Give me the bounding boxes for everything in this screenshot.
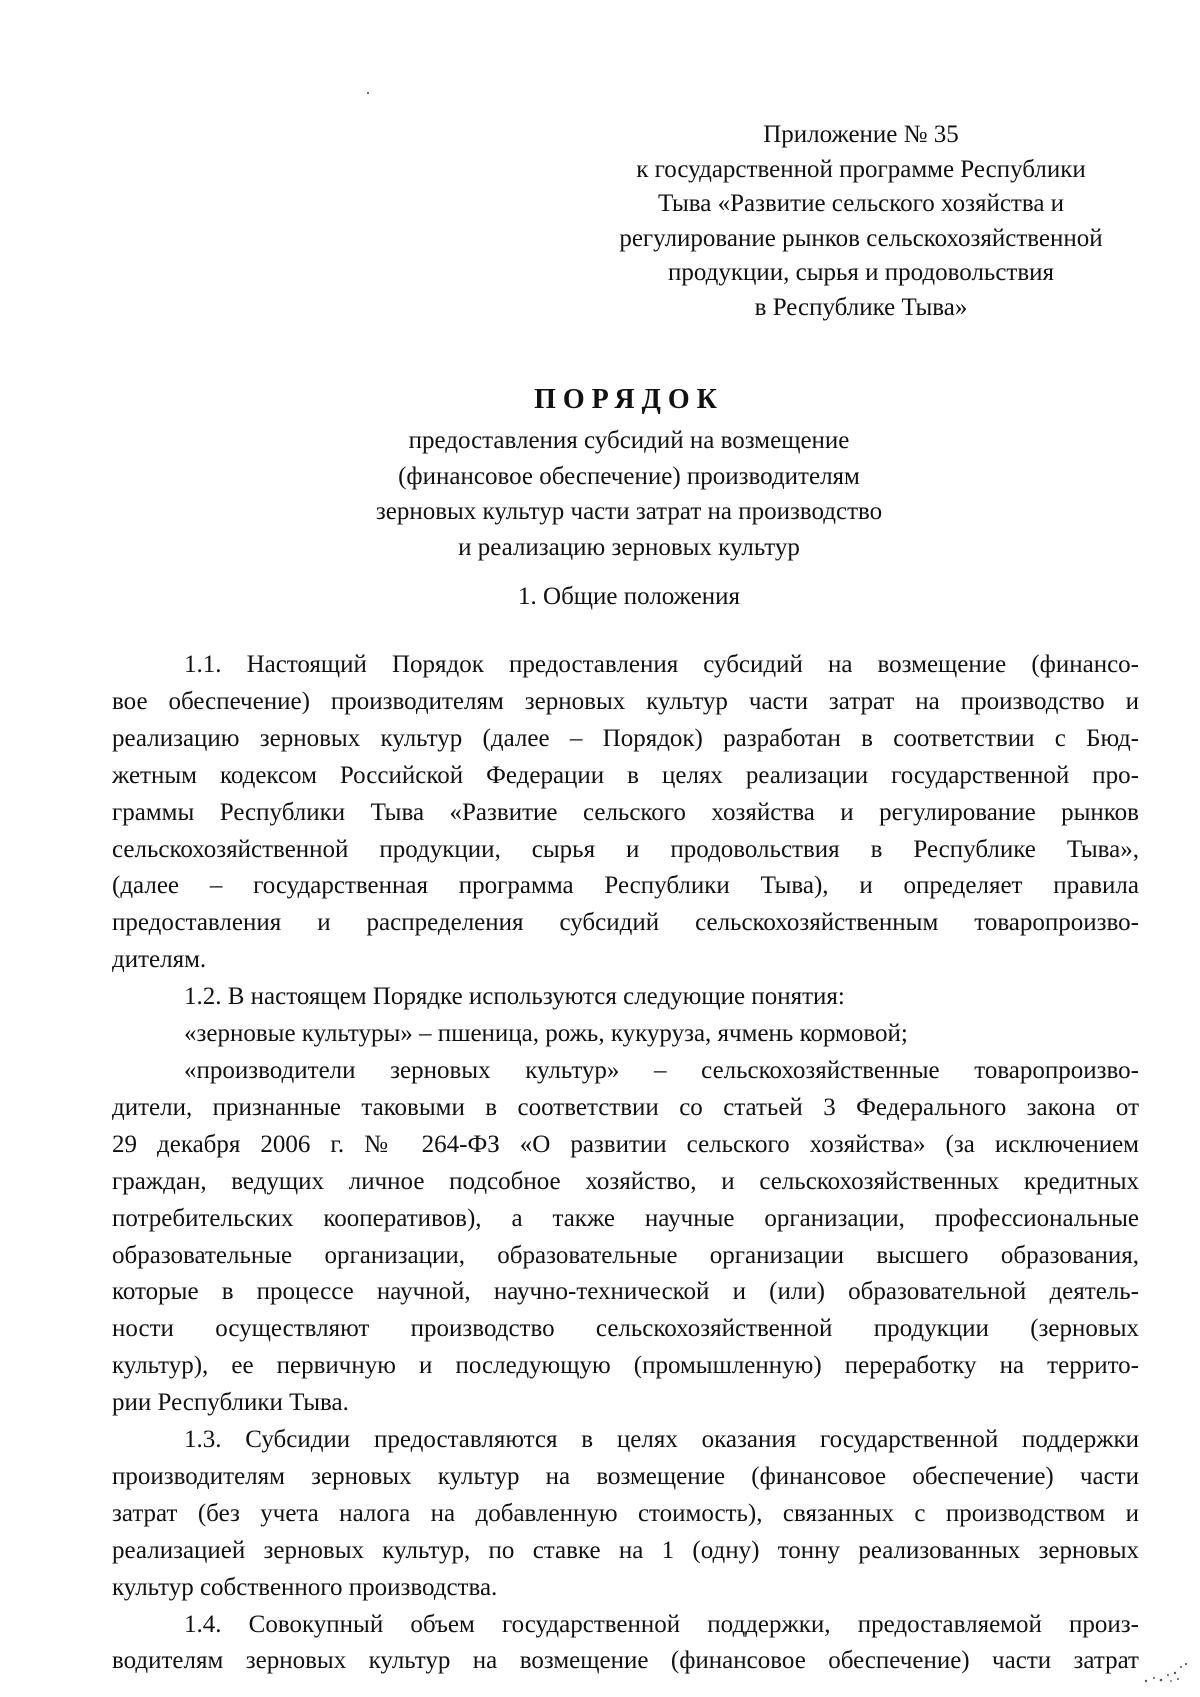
annex-line: продукции, сырья и продовольствия: [667, 259, 1055, 287]
body-line: водителям зерновых культур на возмещение (финансовое обеспечение) части затрат: [112, 1647, 1139, 1675]
body-line: образовательные организации, образовательные организации высшего образования,: [112, 1241, 1139, 1269]
body-line: 1.2. В настоящем Порядке используются следующие понятия:: [184, 983, 845, 1011]
body-line: культур собственного производства.: [112, 1573, 498, 1601]
scan-speckle-mark: [1140, 1661, 1190, 1685]
body-line: граждан, ведущих личное подсобное хозяйство, и сельскохозяйственных кредитных: [112, 1167, 1139, 1195]
section-body: [112, 647, 1139, 1680]
scan-speck: [367, 92, 369, 94]
body-line: которые в процессе научной, научно-технической и (или) образовательной деятель-: [112, 1278, 1139, 1306]
body-line: граммы Республики Тыва «Развитие сельского хозяйства и регулирование рынков: [112, 798, 1139, 826]
body-line: реализацию зерновых культур (далее – Порядок) разработан в соответствии с Бюд-: [112, 724, 1139, 752]
body-line: вое обеспечение) производителям зерновых культур части затрат на производство и: [112, 687, 1139, 715]
body-line: предоставления и распределения субсидий сельскохозяйственным товаропроизво-: [112, 909, 1139, 937]
body-line: сельскохозяйственной продукции, сырья и продовольствия в Республике Тыва»,: [112, 835, 1139, 863]
body-line: рии Республики Тыва.: [112, 1389, 349, 1417]
annex-line: в Республике Тыва»: [754, 293, 968, 321]
annex-line: Приложение № 35: [763, 121, 959, 148]
body-line: ности осуществляют производство сельскохозяйственной продукции (зерновых: [112, 1315, 1139, 1343]
document-subtitle: [0, 423, 1200, 565]
body-line: 1.1. Настоящий Порядок предоставления субсидий на возмещение (финансо-: [184, 651, 1139, 678]
body-line: жетным кодексом Российской Федерации в целях реализации государственной про-: [112, 761, 1139, 789]
subtitle-line: (финансовое обеспечение) производителям: [398, 462, 860, 490]
body-line: 1.4. Совокупный объем государственной поддержки, предоставляемой произ-: [184, 1610, 1139, 1638]
subtitle-line: зерновых культур части затрат на производство: [375, 498, 883, 525]
body-line: дители, признанные таковыми в соответствии со статьей 3 Федерального закона от: [112, 1093, 1139, 1121]
body-line: производителям зерновых культур на возмещение (финансовое обеспечение) части: [112, 1462, 1139, 1490]
body-line: потребительских кооперативов), а также научные организации, профессиональные: [112, 1204, 1139, 1232]
body-line: (далее – государственная программа Республики Тыва), и определяет правила: [112, 872, 1139, 900]
annex-line: Тыва «Развитие сельского хозяйства и: [657, 190, 1065, 218]
document-title: ПОРЯДОК: [534, 384, 724, 415]
subtitle-line: и реализацию зерновых культур: [458, 533, 800, 561]
body-line: дителям.: [112, 946, 207, 974]
annex-line: к государственной программе Республики: [636, 155, 1086, 183]
body-line: 1.3. Субсидии предоставляются в целях оказания государственной поддержки: [184, 1426, 1139, 1454]
section-heading: 1. Общие положения: [518, 583, 740, 610]
body-line: культур), ее первичную и последующую (промышленную) переработку на террито-: [112, 1352, 1139, 1380]
body-line: «производители зерновых культур» – сельскохозяйственные товаропроизво-: [184, 1056, 1139, 1084]
body-line: «зерновые культуры» – пшеница, рожь, кукуруза, ячмень кормовой;: [184, 1020, 908, 1048]
annex-header: [576, 118, 1146, 326]
body-line: затрат (без учета налога на добавленную стоимость), связанных с производством и: [112, 1499, 1139, 1527]
body-line: 29 декабря 2006 г. № 264-ФЗ «О развитии сельского хозяйства» (за исключением: [112, 1130, 1139, 1158]
subtitle-line: предоставления субсидий на возмещение: [408, 427, 850, 454]
annex-line: регулирование рынков сельскохозяйственной: [619, 224, 1103, 252]
body-line: реализацией зерновых культур, по ставке на 1 (одну) тонну реализованных зерновых: [112, 1536, 1139, 1564]
